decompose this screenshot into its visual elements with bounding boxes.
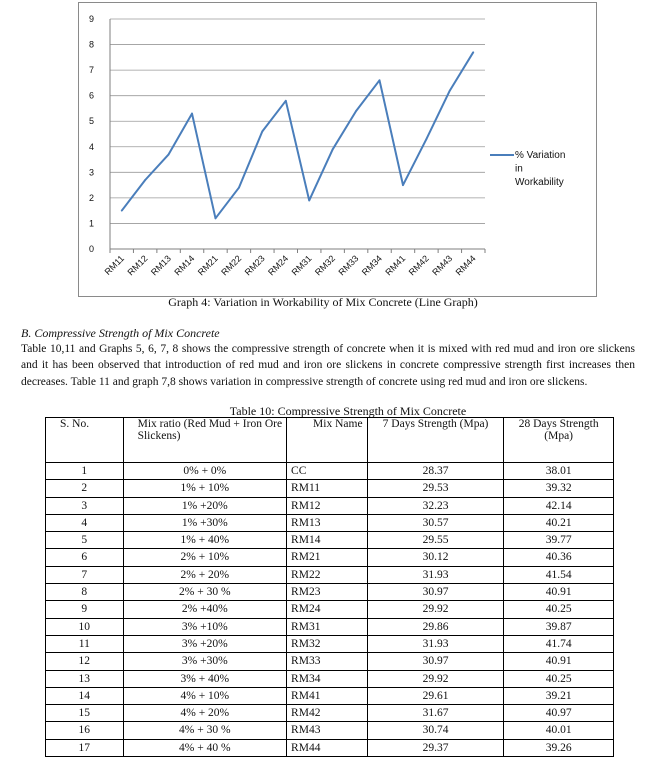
data-point [426,138,428,140]
cell-mix-name: RM22 [287,566,368,583]
cell-28-days: 40.91 [504,653,614,670]
cell-mix-name: CC [287,463,368,480]
cell-mix-ratio: 2% + 20% [123,566,286,583]
cell-mix-name: RM42 [287,705,368,722]
table-row [46,601,614,618]
x-tick-label: RM24 [266,253,291,278]
cell-mix-ratio: 4% + 20% [123,705,286,722]
data-point [355,110,357,112]
cell-mix-ratio: 1% +20% [123,497,286,514]
cell-7-days: 29.53 [367,480,504,497]
x-tick-label: RM13 [148,253,174,278]
cell-sno: 4 [46,514,124,531]
cell-mix-ratio: 1% + 10% [123,480,286,497]
section-heading: B. Compressive Strength of Mix Concrete [21,326,220,340]
data-point [191,113,193,115]
cell-mix-name: RM31 [287,618,368,635]
cell-sno: 11 [46,635,124,652]
table-row [46,722,614,739]
cell-mix-ratio: 4% + 30 % [123,722,286,739]
data-point [168,154,170,156]
header-sno: S. No. [46,418,124,463]
y-tick-label: 5 [88,116,94,127]
table-row [46,653,614,670]
cell-mix-name: RM41 [287,687,368,704]
table-row [46,497,614,514]
y-tick-label: 0 [88,244,94,254]
cell-mix-name: RM21 [287,549,368,566]
cell-mix-name: RM44 [287,739,368,756]
chart-svg [79,3,596,296]
header-mix-name: Mix Name [287,418,368,463]
y-tick-label: 1 [88,218,94,229]
cell-7-days: 29.61 [367,687,504,704]
data-point [285,100,287,102]
cell-mix-ratio: 0% + 0% [123,463,286,480]
x-tick-label: RM31 [289,253,314,278]
table-row [46,584,614,601]
cell-7-days: 29.92 [367,601,504,618]
cell-28-days: 40.25 [504,670,614,687]
x-tick-label: RM44 [453,253,478,278]
x-tick-label: RM22 [219,253,244,278]
cell-28-days: 40.21 [504,514,614,531]
cell-28-days: 40.01 [504,722,614,739]
cell-7-days: 28.37 [367,463,504,480]
x-tick-label: RM32 [313,253,338,278]
table-row [46,532,614,549]
data-point [215,217,217,219]
legend-label: in [515,163,523,175]
cell-sno: 5 [46,532,124,549]
data-point [308,200,310,202]
y-tick-label: 4 [88,141,94,152]
header-mix-ratio: Mix ratio (Red Mud + Iron Ore Slickens) [123,418,286,463]
cell-sno: 15 [46,705,124,722]
cell-sno: 12 [46,653,124,670]
header-7-days: 7 Days Strength (Mpa) [367,418,504,463]
compressive-strength-table [45,417,614,757]
table-row [46,480,614,497]
data-point [238,187,240,189]
cell-7-days: 29.86 [367,618,504,635]
workability-line-chart [78,2,597,297]
table-row [46,705,614,722]
x-tick-label: RM41 [383,253,408,278]
data-point [379,79,381,81]
table-row [46,635,614,652]
legend-label: % Variation [515,150,566,161]
cell-7-days: 30.74 [367,722,504,739]
cell-sno: 2 [46,480,124,497]
cell-mix-ratio: 3% +20% [123,635,286,652]
cell-mix-name: RM34 [287,670,368,687]
cell-7-days: 31.93 [367,635,504,652]
table-body [46,463,614,757]
section-paragraph: Table 10,11 and Graphs 5, 6, 7, 8 shows the compressive strength of concrete when it is mixed with red mud and iron ore slickens and it has been observed that introduction of red mud and iron ore slickens in concrete compressive strength first increases then decreases. Table 11 and graph 7,8 shows variation in compressive strength of concrete using red mud and iron ore slickens. [21,343,635,388]
x-tick-label: RM11 [102,253,127,277]
cell-mix-ratio: 2% +40% [123,601,286,618]
data-point [402,184,404,186]
cell-7-days: 29.37 [367,739,504,756]
x-tick-label: RM33 [336,253,361,278]
y-tick-label: 7 [88,65,94,76]
cell-7-days: 30.57 [367,514,504,531]
y-tick-label: 9 [88,14,94,24]
table-row [46,514,614,531]
cell-28-days: 40.97 [504,705,614,722]
cell-7-days: 31.93 [367,566,504,583]
x-tick-label: RM42 [406,253,431,278]
data-point [144,179,146,181]
cell-sno: 16 [46,722,124,739]
cell-28-days: 39.77 [504,532,614,549]
cell-mix-name: RM12 [287,497,368,514]
x-tick-label: RM23 [242,253,267,278]
cell-28-days: 39.32 [504,480,614,497]
data-point [449,90,451,92]
graph-caption: Graph 4: Variation in Workability of Mix Concrete (Line Graph) [168,295,478,309]
cell-28-days: 40.25 [504,601,614,618]
cell-28-days: 38.01 [504,463,614,480]
cell-sno: 1 [46,463,124,480]
cell-7-days: 30.97 [367,653,504,670]
table-header-row [46,418,614,463]
cell-28-days: 40.91 [504,584,614,601]
table-row [46,549,614,566]
cell-28-days: 42.14 [504,497,614,514]
table-row [46,566,614,583]
cell-sno: 3 [46,497,124,514]
cell-sno: 10 [46,618,124,635]
table-row [46,463,614,480]
data-point [261,131,263,133]
cell-mix-ratio: 3% +30% [123,653,286,670]
cell-sno: 14 [46,687,124,704]
cell-mix-ratio: 1% + 40% [123,532,286,549]
y-tick-label: 3 [88,167,94,178]
cell-mix-ratio: 2% + 30 % [123,584,286,601]
cell-sno: 13 [46,670,124,687]
data-point [332,148,334,150]
cell-mix-ratio: 3% + 40% [123,670,286,687]
legend-label: Workability [515,177,564,188]
cell-mix-name: RM32 [287,635,368,652]
cell-sno: 9 [46,601,124,618]
cell-sno: 7 [46,566,124,583]
cell-mix-ratio: 2% + 10% [123,549,286,566]
y-tick-label: 2 [88,192,94,203]
cell-mix-name: RM33 [287,653,368,670]
cell-mix-ratio: 4% + 10% [123,687,286,704]
y-tick-label: 8 [88,39,94,50]
cell-7-days: 30.97 [367,584,504,601]
x-tick-label: RM21 [195,253,220,278]
table-row [46,687,614,704]
cell-mix-ratio: 3% +10% [123,618,286,635]
cell-28-days: 41.74 [504,635,614,652]
table-caption: Table 10: Compressive Strength of Mix Concrete [229,404,467,418]
series-line [122,52,474,218]
cell-7-days: 30.12 [367,549,504,566]
cell-mix-ratio: 1% +30% [123,514,286,531]
x-tick-label: RM12 [125,253,150,278]
x-tick-label: RM14 [172,253,197,278]
cell-sno: 6 [46,549,124,566]
cell-7-days: 31.67 [367,705,504,722]
cell-sno: 17 [46,739,124,756]
y-tick-label: 6 [88,90,94,101]
cell-28-days: 41.54 [504,566,614,583]
cell-mix-name: RM13 [287,514,368,531]
table-row [46,618,614,635]
cell-7-days: 32.23 [367,497,504,514]
cell-7-days: 29.92 [367,670,504,687]
cell-mix-name: RM23 [287,584,368,601]
cell-mix-name: RM43 [287,722,368,739]
cell-7-days: 29.55 [367,532,504,549]
cell-mix-name: RM14 [287,532,368,549]
cell-28-days: 39.26 [504,739,614,756]
cell-28-days: 39.21 [504,687,614,704]
cell-mix-name: RM24 [287,601,368,618]
data-point [121,210,123,212]
x-tick-label: RM43 [430,253,455,278]
cell-mix-name: RM11 [287,480,368,497]
cell-28-days: 40.36 [504,549,614,566]
table-row [46,670,614,687]
header-28-days: 28 Days Strength (Mpa) [504,418,614,463]
table-row [46,739,614,756]
cell-mix-ratio: 4% + 40 % [123,739,286,756]
data-point [472,51,474,53]
cell-28-days: 39.87 [504,618,614,635]
cell-sno: 8 [46,584,124,601]
x-tick-label: RM34 [359,253,384,278]
